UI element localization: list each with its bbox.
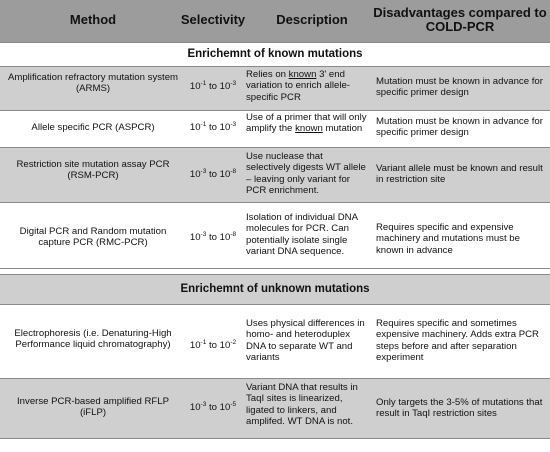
- table-row: [0, 378, 550, 438]
- description-cell: Uses physical differences in homo- and heteroduplex DNA to separate WT and variants: [246, 318, 365, 364]
- disadvantage-cell: Variant allele must be known and result in restriction site: [376, 163, 543, 186]
- table-header: [0, 0, 550, 42]
- method-cell: Restriction site mutation assay PCR (RSM-PCR): [16, 159, 170, 182]
- table-row: [0, 66, 550, 110]
- method-cell: Electrophoresis (i.e. Denaturing-High Performance liquid chromatography): [14, 328, 172, 351]
- row-divider: [0, 268, 550, 269]
- method-cell: Amplification refractory mutation system (ARMS): [7, 72, 179, 95]
- description-cell: Use nuclease that selectively digests WT allele – leaving only variant for PCR enrichment.: [246, 151, 366, 197]
- description-cell: Variant DNA that results in TaqI sites is linearized, ligated to linkers, and amplifed. WT DNA is not.: [246, 382, 358, 428]
- header-disadvantages: Disadvantages compared to COLD-PCR: [373, 5, 547, 34]
- row-divider: [0, 378, 550, 379]
- row-divider: [0, 110, 550, 111]
- disadvantage-cell: Requires specific and sometimes expensive machinery. Adds extra PCR steps before and after separation experiment: [376, 318, 539, 364]
- table-row: [0, 110, 550, 147]
- section-title-unknown: Enrichemnt of unknown mutations: [0, 274, 550, 304]
- method-cell: Inverse PCR-based amplified RFLP (iFLP): [17, 396, 169, 419]
- method-cell: Digital PCR and Random mutation capture PCR (RMC-PCR): [19, 226, 167, 249]
- row-divider: [0, 42, 550, 43]
- row-divider: [0, 304, 550, 305]
- row-divider: [0, 66, 550, 67]
- row-divider: [0, 274, 550, 275]
- disadvantage-cell: Only targets the 3-5% of mutations that result in TaqI restriction sites: [376, 397, 543, 420]
- header-selectivity: Selectivity: [180, 12, 246, 27]
- selectivity-cell: $10^{-3}$ to $10^{-8}$: [189, 231, 237, 243]
- header-description: Description: [276, 12, 348, 27]
- row-divider: [0, 202, 550, 203]
- section-title-known: Enrichemnt of known mutations: [0, 42, 550, 66]
- row-divider: [0, 438, 550, 439]
- disadvantage-cell: Requires specific and expensive machinery and mutations must be known in advance: [376, 222, 520, 256]
- description-cell: Isolation of individual DNA molecules for PCR. Can potentially isolate single variant DNA sequence.: [246, 212, 358, 258]
- selectivity-cell: $10^{-1}$ to $10^{-2}$: [189, 339, 237, 351]
- disadvantage-cell: Mutation must be known in advance for specific primer design: [376, 76, 543, 99]
- description-cell: Use of a primer that will only amplify the known mutation: [246, 112, 367, 135]
- selectivity-cell: $10^{-1}$ to $10^{-3}$: [189, 121, 237, 133]
- disadvantage-cell: Mutation must be known in advance for specific primer design: [376, 116, 543, 139]
- table-row: [0, 304, 550, 378]
- row-divider: [0, 147, 550, 148]
- table-row: [0, 202, 550, 268]
- table-row: [0, 147, 550, 202]
- selectivity-cell: $10^{-3}$ to $10^{-8}$: [189, 168, 237, 180]
- method-cell: Allele specific PCR (ASPCR): [31, 122, 155, 133]
- header-method: Method: [69, 12, 117, 27]
- description-cell: Relies on known 3' end variation to enrich allele-specific PCR: [246, 69, 350, 103]
- selectivity-cell: $10^{-3}$ to $10^{-5}$: [189, 401, 237, 413]
- selectivity-cell: $10^{-1}$ to $10^{-3}$: [189, 80, 237, 92]
